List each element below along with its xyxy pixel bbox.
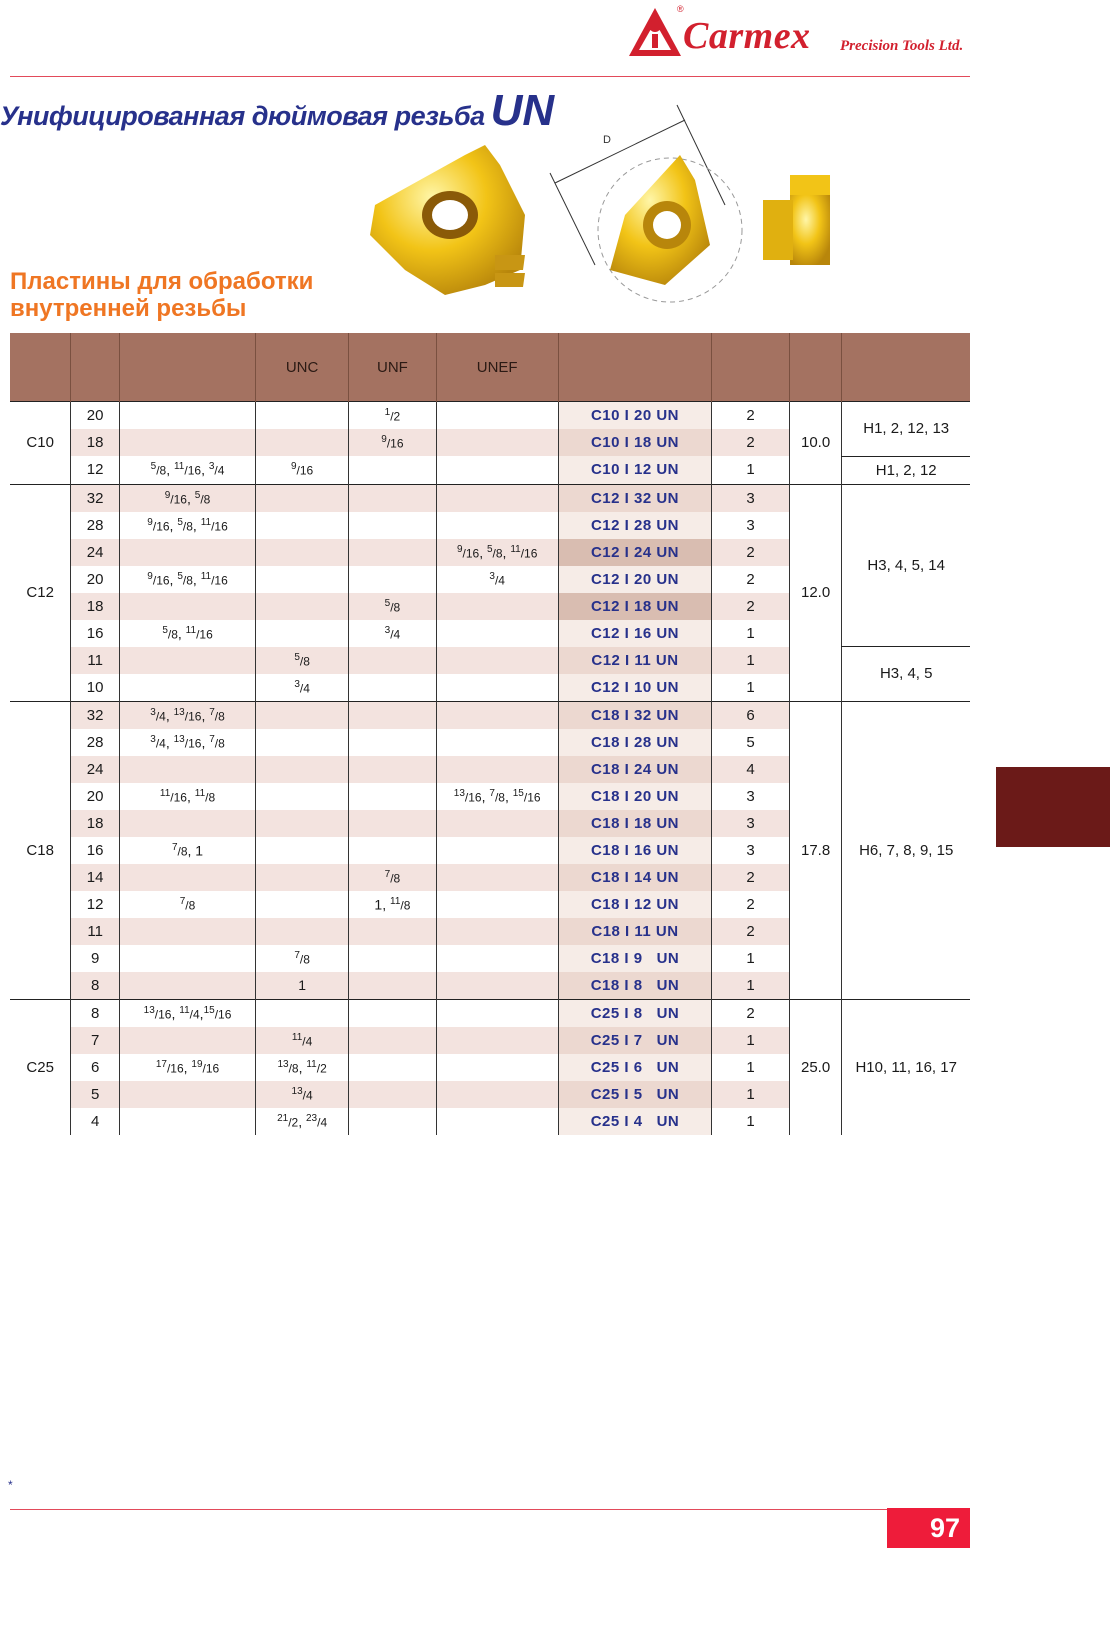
unc-cell: [256, 864, 349, 891]
section-tab: [996, 767, 1110, 847]
ordering-code-cell: C25 I 8 UN: [558, 999, 712, 1027]
teeth-count-cell: 1: [712, 620, 789, 647]
diameter-cell: [119, 647, 255, 674]
unc-cell: [256, 783, 349, 810]
registered-mark: ®: [677, 4, 684, 14]
subtitle-line-2: внутренней резьбы: [10, 295, 247, 322]
teeth-count-cell: 2: [712, 891, 789, 918]
tpi-cell: 11: [71, 647, 120, 674]
tpi-cell: 20: [71, 566, 120, 593]
teeth-count-cell: 3: [712, 484, 789, 512]
diameter-cell: [119, 864, 255, 891]
unef-cell: [436, 810, 558, 837]
unf-cell: $^1$/2: [349, 402, 437, 430]
insert-size-cell: C10: [10, 402, 71, 485]
ordering-code-cell: C25 I 6 UN: [558, 1054, 712, 1081]
diameter-cell: [119, 918, 255, 945]
unc-cell: [256, 429, 349, 456]
page-number: 97: [929, 1513, 960, 1543]
unf-cell: [349, 999, 437, 1027]
unf-cell: [349, 1081, 437, 1108]
unf-cell: [349, 729, 437, 756]
teeth-count-cell: 1: [712, 1081, 789, 1108]
d-value-cell: 25.0: [789, 999, 842, 1135]
ordering-code-cell: C25 I 7 UN: [558, 1027, 712, 1054]
holder-cell: H3, 4, 5: [842, 647, 970, 702]
tpi-cell: 7: [71, 1027, 120, 1054]
tpi-cell: 16: [71, 837, 120, 864]
teeth-count-cell: 2: [712, 429, 789, 456]
teeth-count-cell: 1: [712, 972, 789, 1000]
diameter-cell: [119, 945, 255, 972]
ordering-code-cell: C10 I 18 UN: [558, 429, 712, 456]
unc-cell: [256, 837, 349, 864]
teeth-count-cell: 5: [712, 729, 789, 756]
unf-cell: $^7$/8: [349, 864, 437, 891]
unef-cell: [436, 1027, 558, 1054]
unc-cell: $^3$/4: [256, 674, 349, 702]
tpi-cell: 6: [71, 1054, 120, 1081]
ordering-code-cell: C12 I 28 UN: [558, 512, 712, 539]
tpi-cell: 8: [71, 999, 120, 1027]
unf-cell: $^9$/16: [349, 429, 437, 456]
top-divider: [10, 76, 970, 77]
diameter-cell: [119, 402, 255, 430]
unef-cell: [436, 999, 558, 1027]
tpi-cell: 32: [71, 701, 120, 729]
teeth-count-cell: 2: [712, 918, 789, 945]
carmex-triangle-icon: [625, 4, 685, 60]
unf-cell: [349, 972, 437, 1000]
unf-cell: [349, 566, 437, 593]
brand-name: Carmex: [683, 15, 811, 57]
tpi-cell: 24: [71, 539, 120, 566]
unf-cell: [349, 837, 437, 864]
unc-cell: [256, 810, 349, 837]
diameter-cell: $^5$/8, $^{11}$/16, $^3$/4: [119, 456, 255, 484]
tpi-cell: 5: [71, 1081, 120, 1108]
ordering-code-cell: C18 I 11 UN: [558, 918, 712, 945]
unf-cell: [349, 1108, 437, 1135]
unef-cell: [436, 918, 558, 945]
ordering-code-cell: C18 I 24 UN: [558, 756, 712, 783]
unf-cell: [349, 674, 437, 702]
header-cell-8: [789, 333, 842, 402]
tpi-cell: 12: [71, 456, 120, 484]
unc-cell: [256, 539, 349, 566]
diameter-cell: $^9$/16, $^5$/8: [119, 484, 255, 512]
teeth-count-cell: 3: [712, 512, 789, 539]
unc-cell: $^{13}$/4: [256, 1081, 349, 1108]
unef-cell: [436, 674, 558, 702]
brand-subtitle: Precision Tools Ltd.: [840, 38, 964, 54]
diameter-cell: $^3$/4, $^{13}$/16, $^7$/8: [119, 729, 255, 756]
holder-cell: H6, 7, 8, 9, 15: [842, 701, 970, 999]
unef-cell: [436, 837, 558, 864]
table-row: [10, 402, 970, 430]
unc-cell: [256, 891, 349, 918]
unef-cell: [436, 402, 558, 430]
tpi-cell: 18: [71, 429, 120, 456]
diameter-cell: [119, 972, 255, 1000]
dim-d-label: D: [603, 134, 611, 146]
unef-cell: [436, 701, 558, 729]
table-row: [10, 484, 970, 512]
diameter-cell: $^5$/8, $^{11}$/16: [119, 620, 255, 647]
unc-cell: $^9$/16: [256, 456, 349, 484]
ordering-code-cell: C12 I 10 UN: [558, 674, 712, 702]
ordering-code-cell: C18 I 16 UN: [558, 837, 712, 864]
ordering-code-cell: C18 I 32 UN: [558, 701, 712, 729]
unf-cell: $^3$/4: [349, 620, 437, 647]
teeth-count-cell: 1: [712, 674, 789, 702]
diameter-cell: $^{11}$/16, $^{11}$/8: [119, 783, 255, 810]
unef-cell: [436, 484, 558, 512]
teeth-count-cell: 1: [712, 647, 789, 674]
page-title-big: UN: [490, 86, 555, 135]
tpi-cell: 4: [71, 1108, 120, 1135]
diameter-cell: [119, 429, 255, 456]
unf-cell: [349, 512, 437, 539]
unc-cell: [256, 756, 349, 783]
ordering-code-cell: C18 I 20 UN: [558, 783, 712, 810]
unc-cell: $^{21}$/2, $^{23}$/4: [256, 1108, 349, 1135]
unc-cell: [256, 512, 349, 539]
teeth-count-cell: 3: [712, 810, 789, 837]
d-value-cell: 17.8: [789, 701, 842, 999]
unef-cell: [436, 1054, 558, 1081]
tpi-cell: 16: [71, 620, 120, 647]
holder-cell: H1, 2, 12: [842, 456, 970, 484]
unc-cell: [256, 729, 349, 756]
unf-cell: [349, 918, 437, 945]
carmex-logo: [625, 4, 975, 64]
tpi-cell: 8: [71, 972, 120, 1000]
tpi-cell: 28: [71, 512, 120, 539]
insert-top-view-image: [610, 155, 710, 285]
diameter-cell: $^9$/16, $^5$/8, $^{11}$/16: [119, 512, 255, 539]
page-number-box: [887, 1508, 970, 1548]
teeth-count-cell: 2: [712, 864, 789, 891]
unf-cell: [349, 1027, 437, 1054]
insert-size-cell: C18: [10, 701, 71, 999]
unf-cell: $^5$/8: [349, 593, 437, 620]
header-cell-2: [119, 333, 255, 402]
bottom-divider: [10, 1509, 887, 1510]
unef-cell: [436, 429, 558, 456]
d-value-cell: 10.0: [789, 402, 842, 485]
unc-cell: [256, 566, 349, 593]
header-cell-3: UNC: [256, 333, 349, 402]
ordering-code-cell: C12 I 20 UN: [558, 566, 712, 593]
diameter-cell: $^{17}$/16, $^{19}$/16: [119, 1054, 255, 1081]
unc-cell: $^5$/8: [256, 647, 349, 674]
teeth-count-cell: 1: [712, 1027, 789, 1054]
unc-cell: $^7$/8: [256, 945, 349, 972]
teeth-count-cell: 2: [712, 999, 789, 1027]
unef-cell: [436, 1081, 558, 1108]
header-cell-6: [558, 333, 712, 402]
unef-cell: [436, 945, 558, 972]
unf-cell: [349, 783, 437, 810]
unc-cell: [256, 593, 349, 620]
header-cell-9: [842, 333, 970, 402]
diameter-cell: [119, 756, 255, 783]
tpi-cell: 10: [71, 674, 120, 702]
tpi-cell: 20: [71, 783, 120, 810]
diameter-cell: $^7$/8: [119, 891, 255, 918]
teeth-count-cell: 2: [712, 402, 789, 430]
unef-cell: [436, 647, 558, 674]
ordering-code-cell: C12 I 24 UN: [558, 539, 712, 566]
unf-cell: 1, $^{11}$/8: [349, 891, 437, 918]
unef-cell: [436, 1108, 558, 1135]
unc-cell: $^{13}$/8, $^{11}$/2: [256, 1054, 349, 1081]
ordering-code-cell: C12 I 32 UN: [558, 484, 712, 512]
ordering-code-cell: C12 I 16 UN: [558, 620, 712, 647]
diameter-cell: $^7$/8, 1: [119, 837, 255, 864]
unef-cell: [436, 756, 558, 783]
insert-size-cell: C12: [10, 484, 71, 701]
tpi-cell: 9: [71, 945, 120, 972]
ordering-code-cell: C25 I 5 UN: [558, 1081, 712, 1108]
unc-cell: 1: [256, 972, 349, 1000]
header-cell-1: [71, 333, 120, 402]
unf-cell: [349, 456, 437, 484]
ordering-code-cell: C18 I 14 UN: [558, 864, 712, 891]
table-body: [10, 402, 970, 1135]
tpi-cell: 20: [71, 402, 120, 430]
ordering-code-cell: C18 I 9 UN: [558, 945, 712, 972]
ordering-code-cell: C18 I 18 UN: [558, 810, 712, 837]
diameter-cell: [119, 593, 255, 620]
ordering-code-cell: C18 I 12 UN: [558, 891, 712, 918]
unef-cell: [436, 456, 558, 484]
tpi-cell: 18: [71, 810, 120, 837]
teeth-count-cell: 6: [712, 701, 789, 729]
header-cell-5: UNEF: [436, 333, 558, 402]
diameter-cell: [119, 539, 255, 566]
unc-cell: [256, 701, 349, 729]
unc-cell: [256, 918, 349, 945]
unf-cell: [349, 539, 437, 566]
diameter-cell: [119, 1081, 255, 1108]
unc-cell: [256, 999, 349, 1027]
tpi-cell: 11: [71, 918, 120, 945]
table-row: [10, 999, 970, 1027]
unf-cell: [349, 647, 437, 674]
header-cell-0: [10, 333, 71, 402]
holder-cell: H3, 4, 5, 14: [842, 484, 970, 647]
holder-cell: H10, 11, 16, 17: [842, 999, 970, 1135]
unf-cell: [349, 701, 437, 729]
ordering-code-cell: C25 I 4 UN: [558, 1108, 712, 1135]
unef-cell: [436, 972, 558, 1000]
teeth-count-cell: 1: [712, 1054, 789, 1081]
unc-cell: [256, 484, 349, 512]
table-row: [10, 701, 970, 729]
teeth-count-cell: 3: [712, 837, 789, 864]
ordering-code-cell: C10 I 12 UN: [558, 456, 712, 484]
tpi-cell: 28: [71, 729, 120, 756]
teeth-count-cell: 2: [712, 566, 789, 593]
teeth-count-cell: 4: [712, 756, 789, 783]
un-thread-inserts-table: [10, 333, 970, 1135]
unc-cell: $^{11}$/4: [256, 1027, 349, 1054]
teeth-count-cell: 1: [712, 456, 789, 484]
unef-cell: [436, 593, 558, 620]
unf-cell: [349, 1054, 437, 1081]
teeth-count-cell: 3: [712, 783, 789, 810]
tpi-cell: 14: [71, 864, 120, 891]
unef-cell: [436, 891, 558, 918]
unef-cell: [436, 729, 558, 756]
unf-cell: [349, 810, 437, 837]
subtitle-line-1: Пластины для обработки: [10, 268, 314, 295]
ordering-code-cell: C18 I 8 UN: [558, 972, 712, 1000]
unf-cell: [349, 484, 437, 512]
diameter-cell: [119, 810, 255, 837]
unef-cell: $^9$/16, $^5$/8, $^{11}$/16: [436, 539, 558, 566]
insert-illustrations: [365, 95, 875, 315]
insert-images: [365, 95, 875, 315]
insert-3d-image: [370, 145, 525, 295]
diameter-cell: [119, 674, 255, 702]
unc-cell: [256, 402, 349, 430]
ordering-code-cell: C10 I 20 UN: [558, 402, 712, 430]
header-cell-4: UNF: [349, 333, 437, 402]
page-title-main: Унифицированная дюймовая резьба: [0, 101, 485, 131]
teeth-count-cell: 2: [712, 593, 789, 620]
ordering-code-cell: C12 I 11 UN: [558, 647, 712, 674]
diameter-cell: $^{13}$/16, $^{11}$/4,15/16: [119, 999, 255, 1027]
holder-cell: H1, 2, 12, 13: [842, 402, 970, 457]
footnote-marker: *: [8, 1478, 13, 1492]
header-cell-7: [712, 333, 789, 402]
ordering-code-cell: C18 I 28 UN: [558, 729, 712, 756]
teeth-count-cell: 2: [712, 539, 789, 566]
teeth-count-cell: 1: [712, 1108, 789, 1135]
unef-cell: [436, 864, 558, 891]
unef-cell: [436, 620, 558, 647]
unef-cell: $^3$/4: [436, 566, 558, 593]
d-value-cell: 12.0: [789, 484, 842, 701]
diameter-cell: [119, 1027, 255, 1054]
ordering-code-cell: C12 I 18 UN: [558, 593, 712, 620]
diameter-cell: $^3$/4, $^{13}$/16, $^7$/8: [119, 701, 255, 729]
table-header-row: [10, 333, 970, 402]
tpi-cell: 12: [71, 891, 120, 918]
unef-cell: $^{13}$/16, $^7$/8, $^{15}$/16: [436, 783, 558, 810]
tpi-cell: 18: [71, 593, 120, 620]
tpi-cell: 24: [71, 756, 120, 783]
section-subtitle: [10, 268, 313, 322]
diameter-cell: $^9$/16, $^5$/8, $^{11}$/16: [119, 566, 255, 593]
insert-size-cell: C25: [10, 999, 71, 1135]
unef-cell: [436, 512, 558, 539]
unf-cell: [349, 756, 437, 783]
unf-cell: [349, 945, 437, 972]
unc-cell: [256, 620, 349, 647]
teeth-count-cell: 1: [712, 945, 789, 972]
tpi-cell: 32: [71, 484, 120, 512]
diameter-cell: [119, 1108, 255, 1135]
insert-side-view-image: [763, 175, 830, 265]
